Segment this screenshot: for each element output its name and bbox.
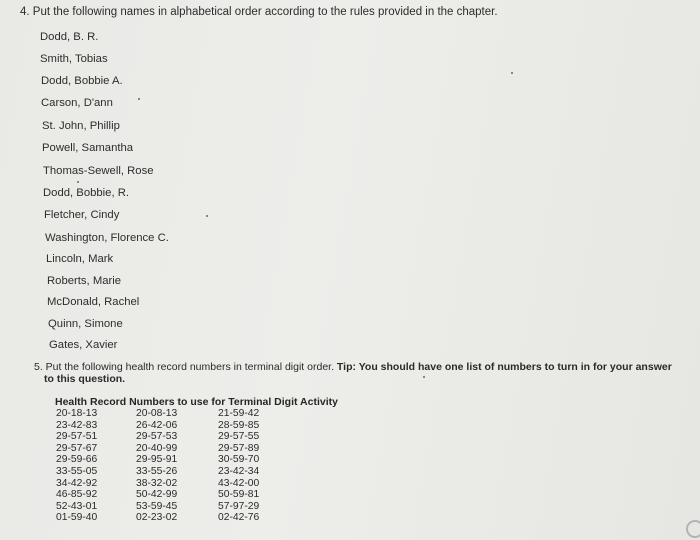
corner-arrow-icon: [686, 520, 700, 538]
record-number: 34-42-92: [56, 477, 98, 489]
numbers-column-1: [56, 408, 97, 524]
name-item: Lincoln, Mark: [46, 253, 114, 265]
question-5-tip: Tip: You should have one list of numbers to turn in for your answer: [336, 361, 672, 373]
name-item: Dodd, B. R.: [40, 31, 99, 43]
name-item: McDonald, Rachel: [47, 296, 140, 308]
stray-mark: [77, 181, 79, 183]
numbers-column-3: [218, 408, 259, 524]
stray-mark: [206, 215, 208, 217]
name-item: Washington, Florence C.: [45, 232, 169, 244]
record-number: 53-59-45: [136, 500, 178, 512]
name-item: Powell, Samantha: [42, 142, 134, 154]
record-number: 29-95-91: [136, 454, 178, 466]
record-number: 30-59-70: [218, 454, 260, 466]
name-item: Thomas-Sewell, Rose: [43, 165, 154, 177]
name-item: Carson, D'ann: [41, 97, 113, 109]
record-number: 26-42-06: [136, 419, 178, 431]
name-item: Fletcher, Cindy: [44, 209, 120, 221]
question-5-text: [34, 362, 694, 385]
name-item: Dodd, Bobbie, R.: [43, 187, 130, 199]
name-item: Dodd, Bobbie A.: [41, 75, 123, 87]
name-item: St. John, Phillip: [42, 120, 120, 132]
record-number: 33-55-26: [136, 465, 178, 477]
name-item: Smith, Tobias: [40, 53, 108, 65]
record-number: 38-32-02: [136, 477, 178, 489]
table-title: Health Record Numbers to use for Terminal Digit Activity: [55, 396, 338, 408]
record-number: 02-42-76: [218, 512, 260, 524]
record-number: 50-59-81: [218, 489, 260, 501]
question-5-tip-cont: to this question.: [44, 372, 126, 385]
record-number: 29-57-89: [218, 442, 260, 454]
record-number: 50-42-99: [136, 489, 178, 501]
record-number: 29-57-51: [56, 431, 98, 443]
stray-mark: [138, 98, 140, 100]
record-number: 28-59-85: [218, 419, 260, 431]
name-item: Gates, Xavier: [49, 339, 118, 351]
record-number: 29-57-67: [56, 442, 98, 454]
record-number: 20-18-13: [56, 408, 98, 419]
record-number: 20-08-13: [136, 408, 178, 419]
record-number: 21-59-42: [218, 408, 260, 419]
question-5-prefix: 5. Put the following health record numbers in terminal digit order.: [34, 361, 334, 373]
record-number: 01-59-40: [56, 512, 98, 524]
question-4-title: 4. Put the following names in alphabetical order according to the rules provided in the chapter.: [20, 6, 498, 18]
record-number: 20-40-99: [136, 442, 178, 454]
numbers-column-2: [136, 408, 177, 524]
record-number: 52-43-01: [56, 500, 98, 512]
record-number: 29-59-66: [56, 454, 98, 466]
stray-mark: [511, 72, 513, 74]
record-number: 23-42-34: [218, 465, 260, 477]
record-number: 29-57-53: [136, 431, 178, 443]
record-number: 46-85-92: [56, 489, 98, 501]
name-item: Quinn, Simone: [48, 318, 123, 330]
record-number: 02-23-02: [136, 512, 178, 524]
record-number: 43-42-00: [218, 477, 260, 489]
stray-mark: [423, 376, 425, 378]
record-number: 29-57-55: [218, 431, 260, 443]
record-number: 57-97-29: [218, 500, 260, 512]
record-number: 23-42-83: [56, 419, 98, 431]
record-number: 33-55-05: [56, 465, 98, 477]
name-item: Roberts, Marie: [47, 275, 122, 287]
